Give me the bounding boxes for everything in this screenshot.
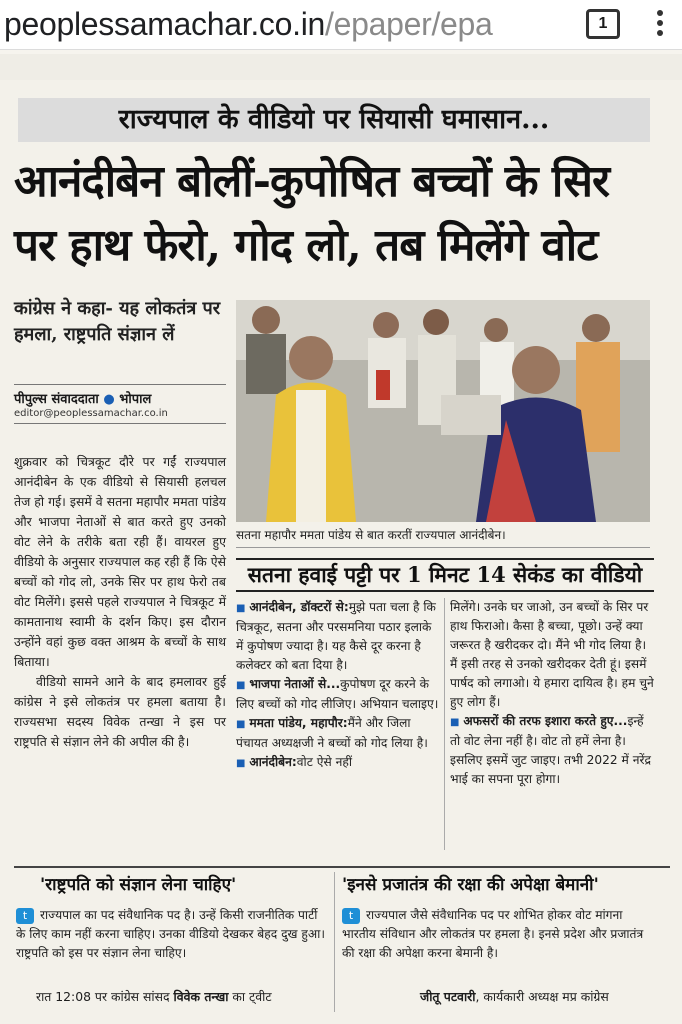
square-bullet-icon: ■: [236, 680, 246, 691]
transcript-column-1: ■ आनंदीबेन, डॉक्टरों से:मुझे पता चला है कि चित्रकूट, सतना और परसमनिया पठार इलाके में कुपोषण ज्यादा है। यह कैसे दूर करना है कलेक्टर को बता दिया है। ■ भाजपा नेताओं से...कुपोषण दूर करने के लिए बच्चों को गोद लीजिए। अभियान चलाइए। ■ ममता पांडेय, महापौर:मैंने और जिला पंचायत अध्यक्षजी ने बच्चों को गोद लिया है। ■ आनंदीबेन:वोट ऐसे नहीं: [236, 600, 439, 769]
url-domain: peoplessamachar.co.in: [4, 6, 326, 42]
quotes-divider: [14, 866, 670, 868]
quote-2-signature: जीतू पटवारी, कार्यकारी अध्यक्ष मप्र कांग्रेस: [420, 989, 609, 1004]
twitter-icon: t: [342, 908, 360, 924]
square-bullet-icon: ■: [236, 719, 246, 730]
quote-divider: [334, 872, 335, 1012]
column-divider: [444, 598, 445, 850]
quote-1-signature: रात 12:08 पर कांग्रेस सांसद विवेक तन्खा का ट्वीट: [36, 989, 272, 1004]
square-bullet-icon: ■: [450, 717, 460, 728]
byline-email: editor@peoplessamachar.co.in: [14, 408, 226, 424]
side-headline: कांग्रेस ने कहा- यह लोकतंत्र पर हमला, राष्ट्रपति संज्ञान लें: [14, 298, 221, 345]
body-paragraph-1: शुक्रवार को चित्रकूट दौरे पर गईं राज्यपाल आनंदीबेन के एक वीडियो से सियासी हलचल तेज हो गई। इसमें वे सतना महापौर ममता पांडेय और भाजपा नेताओं से बात करते हुए उनको वोट लेने के तरीके बता रही हैं। वायरल हुए वीडियो के अनुसार राज्यपाल कह रही हैं कि ऐसे बच्चों को गोद लो, उनके सिर पर हाथ फेरो तब वोट मिलेंगे। इससे पहले राज्यपाल ने चित्रकूट में कामतानाथ स्वामी के दर्शन किए। इस दौरान उन्होंने वहां कुछ वक्त आश्रम के बच्चों के साथ बिताया।: [14, 454, 226, 669]
quote-1-text: t राज्यपाल का पद संवैधानिक पद है। उन्हें किसी राजनीतिक पार्टी के लिए काम नहीं करना चाहिए। उनका वीडियो देखकर बेहद दुख हुआ। राष्ट्रपति को इस पर संज्ञान लेना चाहिए।: [16, 908, 325, 960]
tab-switcher-button[interactable]: 1: [586, 9, 620, 39]
quote-1-headline: 'राष्ट्रपति को संज्ञान लेना चाहिए': [40, 875, 237, 895]
sub-headline: सतना हवाई पट्टी पर 1 मिनट 14 सेकंड का वीडियो: [236, 558, 654, 592]
url-path: /epaper/epa: [325, 6, 493, 42]
body-paragraph-2: वीडियो सामने आने के बाद हमलावर हुई कांग्रेस ने इसे लोकतंत्र पर हमला बताया है। राज्यसभा सदस्य विवेक तन्खा ने इस पर राष्ट्रपति से संज्ञान लेने की अपील की है।: [14, 674, 226, 749]
photo-illustration: [236, 300, 650, 522]
article-body: [14, 452, 226, 752]
quote-2-text: t राज्यपाल जैसे संवैधानिक पद पर शोभित होकर वोट मांगना भारतीय संविधान और लोकतंत्र पर हमला है। इनसे प्रदेश और प्रजातंत्र की रक्षा की अपेक्षा करना बेमानी है।: [342, 908, 644, 960]
previous-article-strip: [0, 54, 682, 80]
transcript-column-2: मिलेंगे। उनके घर जाओ, उन बच्चों के सिर पर हाथ फिराओ। कैसा है बच्चा, पूछो। उन्हें क्या जरूरत है खरीदकर दो। मैंने भी गोद लिया है। मैं इसी तरह से उनको खरीदकर देती हूं। इसमें पार्षद को लगाओ। ये हमारा दायित्व है। हम चुने हुए लोग हैं। ■ अफसरों की तरफ इशारा करते हुए...इन्हें तो वोट लेना नहीं है। वोट तो हमें लेना है। इसलिए इसमें जुट जाइए। तभी 2022 में नरेंद्र भाई का सपना पूरा होगा।: [450, 600, 654, 786]
headline-line-1: आनंदीबेन बोलीं-कुपोषित बच्चों के सिर: [14, 156, 610, 207]
overflow-menu-icon[interactable]: [650, 6, 670, 46]
bullet-icon: ●: [103, 392, 115, 407]
headline-line-2: पर हाथ फेरो, गोद लो, तब मिलेंगे वोट: [14, 220, 598, 271]
photo-caption: सतना महापौर ममता पांडेय से बात करतीं राज्यपाल आनंदीबेन।: [236, 526, 650, 548]
twitter-icon: t: [16, 908, 34, 924]
byline: पीपुल्स संवाददाता ● भोपाल: [14, 384, 226, 407]
browser-address-bar[interactable]: [0, 0, 682, 50]
square-bullet-icon: ■: [236, 758, 246, 769]
square-bullet-icon: ■: [236, 603, 246, 614]
article-photo: [236, 300, 650, 522]
article-headline: [14, 150, 674, 278]
url-text[interactable]: [4, 6, 493, 43]
article-kicker: राज्यपाल के वीडियो पर सियासी घमासान...: [18, 98, 650, 142]
quote-2-headline: 'इनसे प्रजातंत्र की रक्षा की अपेक्षा बेमानी': [342, 875, 599, 895]
